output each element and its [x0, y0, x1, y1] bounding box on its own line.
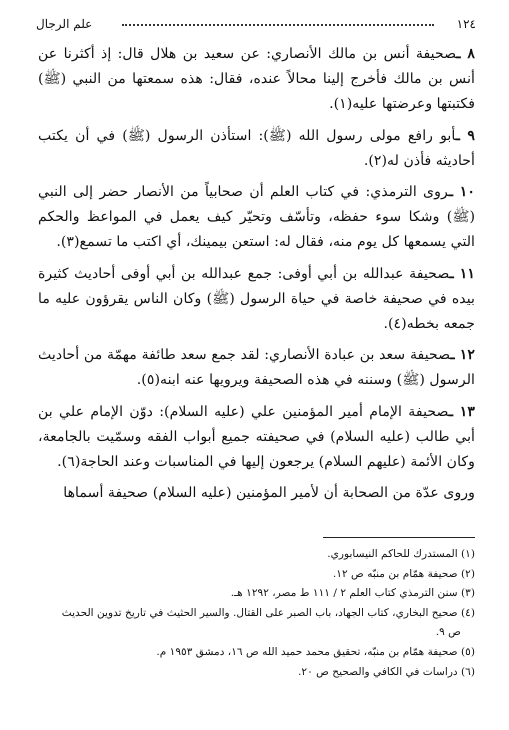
paragraph-text: صحيفة الإمام أمير المؤمنين علي (عليه السلام): دوّن الإمام علي بن أبي طالب (عليه السلام) في صحيفته جميع أبواب الفقه وسمّيت بالجامعة، وكان الأئمة (عليهم السلام) يرجعون إليها في المناسبات وعند الحاجة(٦). — [38, 403, 475, 471]
paragraph — [38, 124, 475, 174]
paragraph — [38, 42, 475, 118]
footnotes — [38, 545, 475, 682]
header-dot-leader — [122, 24, 434, 26]
footnote: (٣) سنن الترمذي كتاب العلم ٢ / ١١١ ط مصر، ١٢٩٢ هـ. — [230, 587, 475, 600]
item-number: ٨ ـ — [456, 46, 475, 62]
paragraph-text: صحيفة أنس بن مالك الأنصاري: عن سعيد بن هلال قال: إذ أكثرنا عن أنس بن مالك فأخرج إلينا محالاً عنده، فقال: هذه سمعتها من النبي (ﷺ) فكتبتها وعرضتها عليه(١). — [38, 46, 475, 113]
paragraph — [38, 343, 475, 393]
paragraph — [38, 400, 475, 476]
item-number: ١٣ ـ — [448, 403, 475, 420]
footnote-continuation: ص ٩. — [435, 626, 461, 639]
page-number: ١٢٤ — [456, 17, 476, 31]
paragraph — [38, 180, 475, 256]
paragraph-text: صحيفة عبدالله بن أبي أوفى: جمع عبدالله بن أبي أوفى أحاديث كثيرة بيده في صحيفة خاصة في حياة الرسول (ﷺ) وكان الناس يقرؤون عليه ما جمعه بخطه(٤). — [38, 265, 475, 333]
paragraph-text: وروى عدّة من الصحابة أن لأمير المؤمنين (عليه السلام) صحيفة أسماها — [63, 485, 475, 502]
paragraph — [38, 481, 475, 506]
main-text — [38, 42, 475, 512]
item-number: ١٠ ـ — [448, 184, 475, 201]
footnote: (٥) صحيفة همّام بن منبّه، تحقيق محمد حميد الله ص ١٦، دمشق ١٩٥٣ م. — [156, 645, 475, 658]
item-number: ٩ ـ — [455, 127, 475, 144]
paragraph-text: أبو رافع مولى رسول الله (ﷺ): استأذن الرسول (ﷺ) في أن يكتب أحاديثه فأذن له(٢). — [38, 127, 475, 169]
running-title: علم الرجال — [36, 17, 93, 31]
paragraph-text: روى الترمذي: في كتاب العلم أن صحابياً من الأنصار حضر إلى النبي (ﷺ) وشكا سوء حفظه، وتأسّف وتحيّر كيف يعمل في المواعظ والحكم التي يسمعها كل يوم منه، فقال له: استعن بيمينك، أي اكتب ما تسمع(٣). — [38, 184, 475, 251]
footnote: (١) المستدرك للحاكم النيسابوري. — [327, 548, 475, 560]
footnote-separator — [323, 537, 475, 538]
item-number: ١١ ـ — [449, 265, 475, 282]
paragraph — [38, 262, 475, 338]
footnote: (٤) صحيح البخاري، كتاب الجهاد، باب الصبر على القتال. والسير الحثيث في تاريخ تدوين الحديث — [61, 606, 475, 619]
paragraph-text: صحيفة سعد بن عبادة الأنصاري: لقد جمع سعد طائفة مهمّة من أحاديث الرسول (ﷺ) وسننه في هذه الصحيفة ويرويها عنه ابنه(٥). — [38, 347, 475, 389]
footnote: (٢) صحيفة همّام بن منبّه ص ١٢. — [332, 567, 475, 580]
running-header — [36, 14, 476, 34]
footnote: (٦) دراسات في الكافي والصحيح ص ٢٠. — [298, 665, 475, 678]
item-number: ١٢ ـ — [450, 347, 475, 364]
